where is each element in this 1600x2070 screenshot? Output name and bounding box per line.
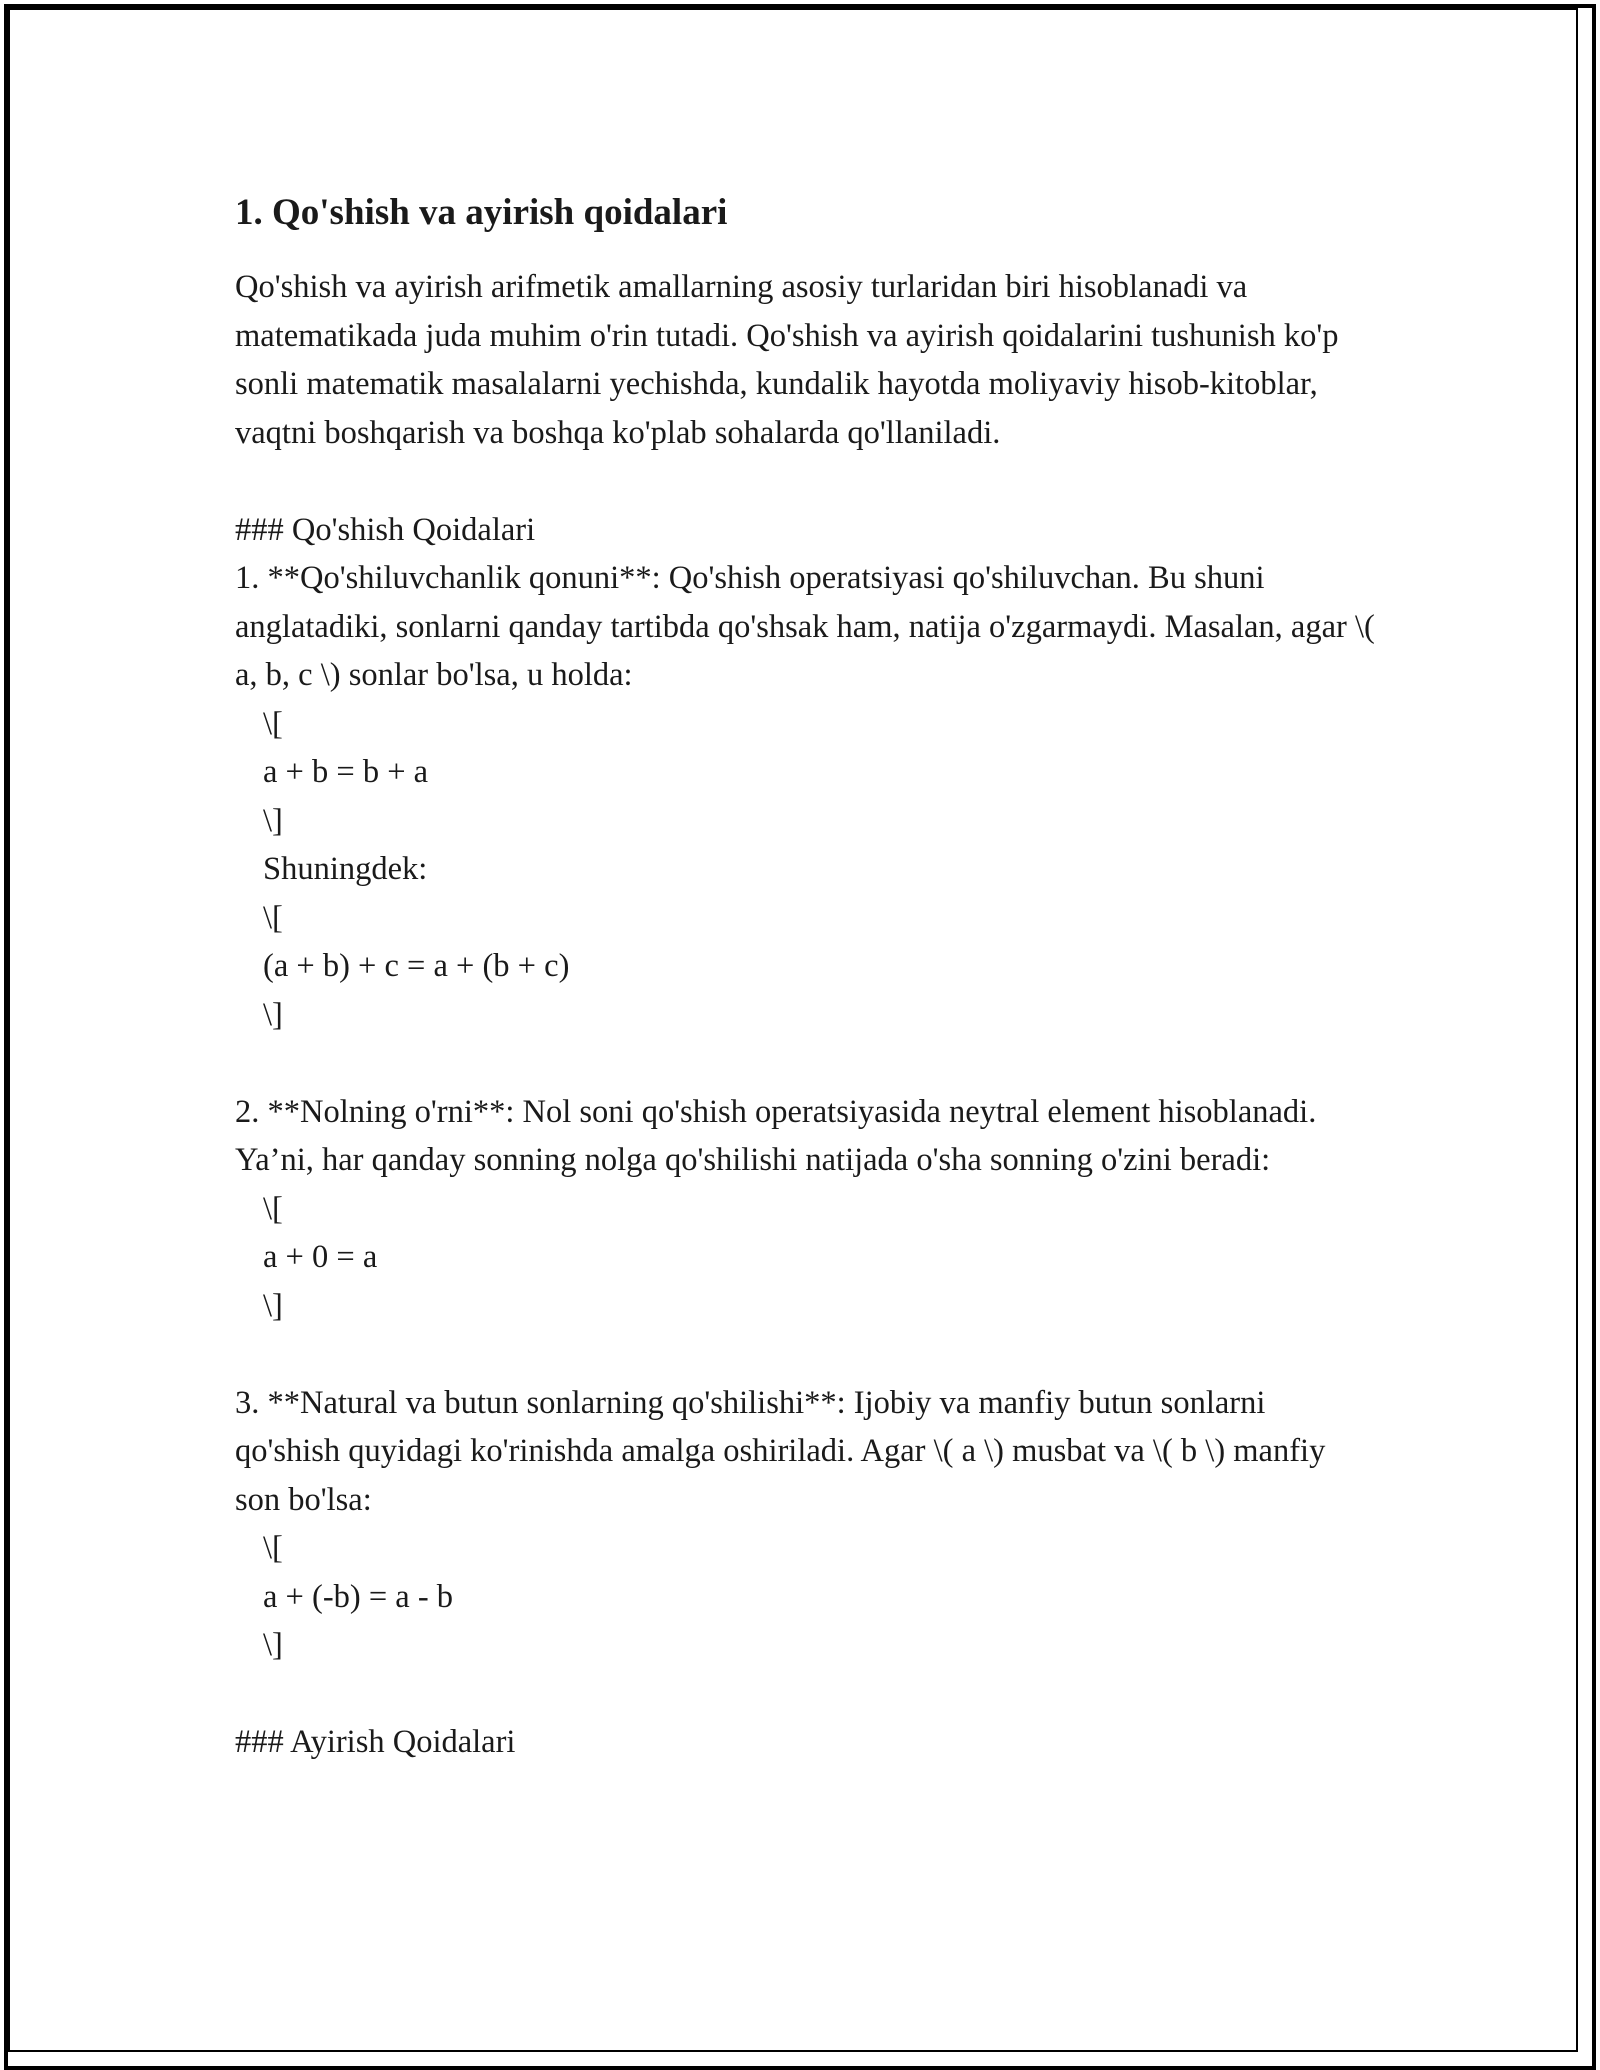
rule1-math-open: \[ — [263, 705, 283, 742]
rule1-math-close: \] — [263, 802, 283, 839]
rule1-formula: a + b = b + a — [263, 754, 429, 790]
rule1-text: 1. **Qo'shiluvchanlik qonuni**: Qo'shish operatsiyasi qo'shiluvchan. Bu shuni anglatadiki, sonlarni qanday tartibda qo'shsak ham, natija o'zgarmaydi. Masalan, agar \( a, b, c \) sonlar bo'lsa, u holda: — [235, 560, 1375, 693]
rule1-formula-2: (a + b) + c = a + (b + c) — [263, 948, 570, 984]
rule3-math-close: \] — [263, 1627, 283, 1663]
rule2-formula: a + 0 = a — [263, 1239, 378, 1275]
rule1-math-close-2: \] — [263, 996, 283, 1033]
spacer — [235, 1670, 1375, 1719]
rule2-text: 2. **Nolning o'rni**: Nol soni qo'shish operatsiyasida neytral element hisoblanadi. Ya’ni, har qanday sonning nolga qo'shilishi natijada o'sha sonning o'zini beradi: — [235, 1093, 1317, 1178]
rule3-formula: a + (-b) = a - b — [263, 1578, 454, 1615]
rule1-math-open-2: \[ — [263, 899, 283, 936]
spacer — [235, 1330, 1375, 1379]
rule2-math-close: \] — [263, 1287, 283, 1324]
spacer — [235, 1039, 1375, 1088]
document-body — [235, 185, 1375, 1767]
subtraction-heading: ### Ayirish Qoidalari — [235, 1724, 516, 1760]
document-title: 1. Qo'shish va ayirish qoidalari — [235, 192, 728, 233]
addition-heading: ### Qo'shish Qoidalari — [235, 511, 536, 548]
spacer — [235, 457, 1375, 506]
rule3-text: 3. **Natural va butun sonlarning qo'shilishi**: Ijobiy va manfiy butun sonlarni qo'shish quyidagi ko'rinishda amalga oshiriladi. Agar \( a \) musbat va \( b \) manfiy son bo'lsa: — [235, 1384, 1326, 1518]
rule1-also-label: Shuningdek: — [263, 851, 428, 887]
rule3-math-open: \[ — [263, 1530, 283, 1566]
rule2-math-open: \[ — [263, 1190, 283, 1227]
intro-paragraph: Qo'shish va ayirish arifmetik amallarning asosiy turlaridan biri hisoblanadi va matematikada juda muhim o'rin tutadi. Qo'shish va ayirish qoidalarini tushunish ko'p sonli matematik masalalarni yechishda, kundalik hayotda moliyaviy hisob-kitoblar, vaqtni boshqarish va boshqa ko'plab sohalarda qo'llaniladi. — [235, 269, 1339, 451]
